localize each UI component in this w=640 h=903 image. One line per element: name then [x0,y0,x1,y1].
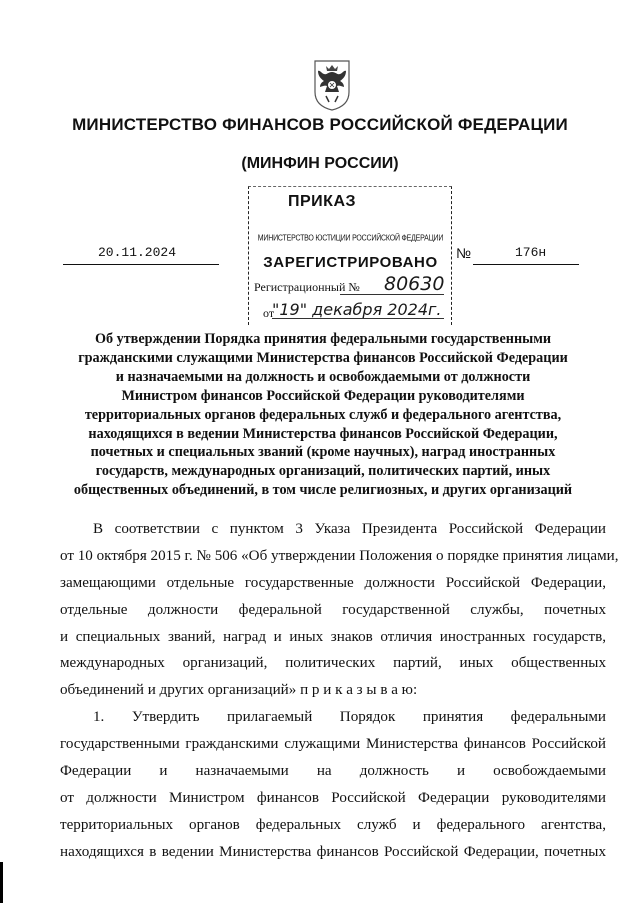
document-type-title: ПРИКАЗ [288,193,357,210]
scan-edge-mark [0,862,3,903]
stamp-registration-date: "19" декабря 2024г. [272,300,442,319]
heading-line: государств, международных организаций, политических партий, иных [95,463,551,480]
body-line: от 10 октября 2015 г. № 506 «Об утверждении Положения о порядке принятия лицами, [60,547,619,564]
body-line: государственными гражданскими служащими Министерства финансов Российской [60,736,606,753]
order-body [60,516,619,866]
coat-of-arms-emblem [312,58,352,112]
body-line: замещающими отдельные государственные должности Российской Федерации, [60,574,606,591]
body-line: В соответствии с пунктом 3 Указа Президента Российской Федерации [93,521,606,537]
order-date: 20.11.2024 [98,245,177,260]
stamp-registered-label: ЗАРЕГИСТРИРОВАНО [263,254,438,271]
body-line: от должности Министром финансов Российской Федерации руководителями [60,789,606,806]
stamp-ministry-of-justice: МИНИСТЕРСТВО ЮСТИЦИИ РОССИЙСКОЙ ФЕДЕРАЦИИ [257,234,444,243]
body-line: Федерации и назначаемыми на должность и освобождаемыми [60,763,606,780]
heading-line: и назначаемыми на должность и освобождаемыми от должности [115,368,531,385]
heading-line: находящихся в ведении Министерства финансов Российской Федерации, [88,425,558,442]
heading-line: Министром финансов Российской Федерации руководителями [121,387,525,404]
stamp-from-label: от [263,306,275,320]
heading-line: почетных и специальных званий (кроме научных), наград иностранных [90,444,556,461]
body-line: и специальных званий, наград и иных знаков отличия иностранных государств, [60,628,606,645]
ministry-short-name: (МИНФИН РОССИИ) [241,155,399,172]
stamp-number-underline [340,294,444,295]
order-number-sign: № [456,245,472,261]
heading-line: общественных объединений, в том числе религиозных, и других организаций [73,482,573,499]
body-line: объединений и других организаций» п р и к а з ы в а ю: [60,682,418,699]
body-line: территориальных органов федеральных служб и федерального агентства, [60,816,606,833]
heading-line: Об утверждении Порядка принятия федеральными государственными [94,331,552,347]
heading-line: территориальных органов федеральных служб и федерального агентства, [84,406,562,423]
body-line: отдельные должности федеральной государственной службы, почетных [60,601,606,618]
heading-line: гражданскими служащими Министерства финансов Российской Федерации [78,349,568,366]
double-headed-eagle-icon [312,58,352,112]
stamp-registration-number: 80630 [384,273,445,295]
stamp-date-underline [272,318,444,319]
order-heading [40,330,606,500]
stamp-registration-number-label: Регистрационный № [254,280,360,294]
body-line: находящихся в ведении Министерства финансов Российской Федерации, почетных [60,843,606,860]
ministry-name: МИНИСТЕРСТВО ФИНАНСОВ РОССИЙСКОЙ ФЕДЕРАЦИИ [72,115,568,134]
body-line: 1. Утвердить прилагаемый Порядок принятия федеральными [93,709,606,726]
order-number: 176н [515,245,547,260]
body-line: международных организаций, политических партий, иных общественных [60,655,606,672]
